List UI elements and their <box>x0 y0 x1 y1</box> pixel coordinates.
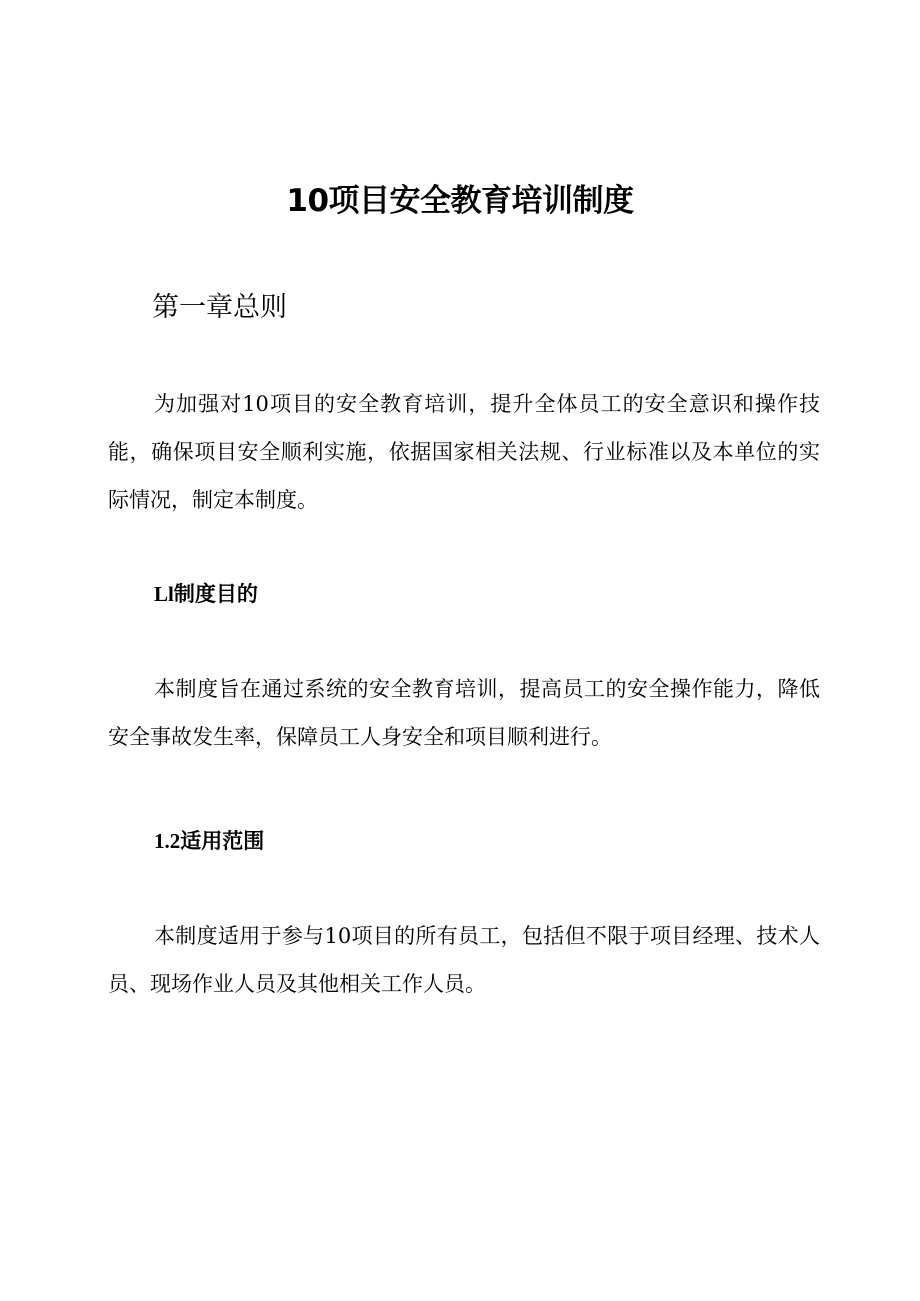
document-title: 10项目安全教育培训制度 <box>286 183 634 219</box>
section-body-purpose: 本制度旨在通过系统的安全教育培训，提高员工的安全操作能力，降低安全事故发生率，保障员工人身安全和项目顺利进行。 <box>108 677 820 749</box>
section-body-scope: 本制度适用于参与10项目的所有员工，包括但不限于项目经理、技术人员、现场作业人员及其他相关工作人员。 <box>108 924 820 996</box>
section-heading-purpose: Ll制度目的 <box>154 582 258 606</box>
chapter-heading: 第一章总则 <box>152 292 287 323</box>
section-heading-scope: 1.2适用范围 <box>154 829 265 853</box>
chapter-intro-paragraph: 为加强对10项目的安全教育培训，提升全体员工的安全意识和操作技能，确保项目安全顺利实施，依据国家相关法规、行业标准以及本单位的实际情况，制定本制度。 <box>108 392 820 512</box>
